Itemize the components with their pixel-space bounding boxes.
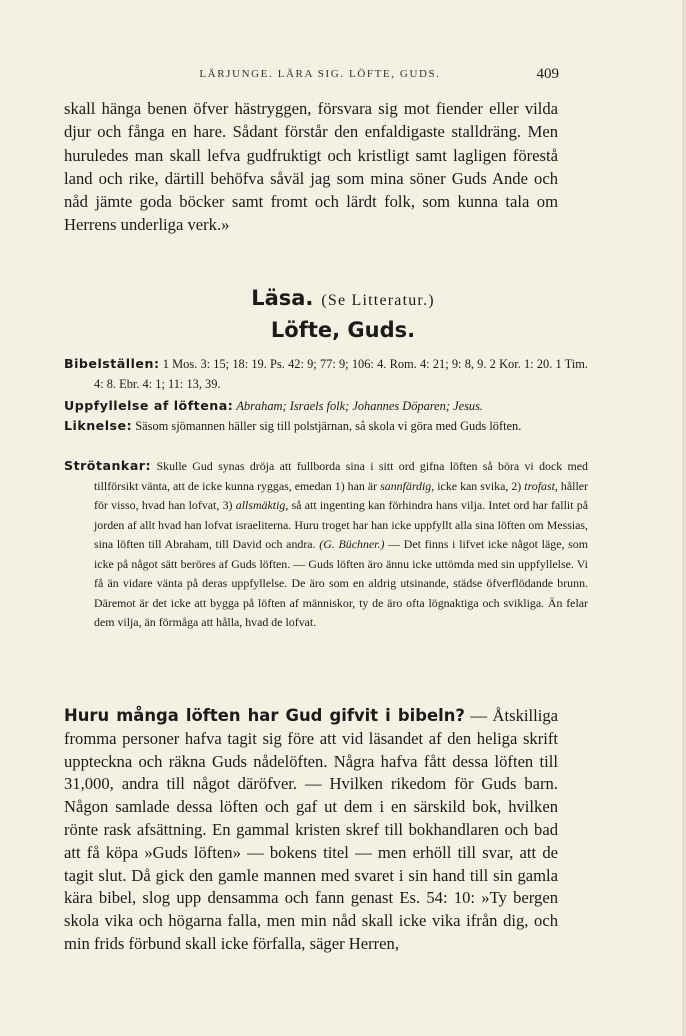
- bibelstallen-section: [64, 354, 588, 394]
- attribute-trofast: trofast,: [524, 478, 558, 493]
- cross-reference: (Se Litteratur.): [321, 292, 435, 309]
- uppfyllelse-item: Jesus.: [453, 399, 484, 413]
- liknelse-text: Säsom sjömannen häller sig till polstjärnan, så skola vi göra med Guds löften.: [135, 419, 522, 433]
- page-header: [0, 66, 686, 86]
- strotankar-text: Skulle Gud synas dröja att fullborda sina i sitt ord gifna löften så böra vi dock med tillförsikt vänta, att de icke kunna ryggas, emedan 1) han är sannfärdig, icke kan svika, 2) trofast, håller för visso, hvad han lofvat, 3) allsmäktig, så att ingenting kan förhindra hans vilja. Intet ord har fallit på jorden af allt hvad han lofvat israeliterna. Huru troget har han icke uppfyllt alla sina löften om Messias, sina löften till Abraham, till David och andra. (G. Büchner.) — Det finns i lifvet icke något läge, som icke på något sätt beröres af Guds löften. — Guds löften äro ännu icke uttömda med sin uppfyllelse. Vi få än vidare vänta på deras uppfyllelse. De äro som en aldrig utsinande, städse öfverflödande brunn. Däremot är det icke att bygga på löften af människor, ty de äro ofta lögnaktiga och svikliga. Än felar dem vilja, än förmåga att hålla, hvad de lofvat.: [94, 459, 588, 629]
- entry-word-lasa: Läsa.: [251, 286, 314, 310]
- uppfyllelse-section: [64, 396, 558, 417]
- question-heading: Huru många löften har Gud gifvit i bibeln?: [64, 706, 465, 725]
- citation: (G. Büchner.): [319, 537, 385, 551]
- bibelstallen-label: Bibelställen:: [64, 356, 160, 371]
- uppfyllelse-item: Johannes Döparen;: [352, 399, 450, 413]
- page-number: 409: [536, 66, 559, 82]
- question-paragraph: [64, 705, 558, 956]
- intro-paragraph: skall hänga benen öfver hästryggen, försvara sig mot fiender eller vilda djur och fånga en hare. Sådant förstår den enfaldigaste stalldräng. Men huruledes man skall lefva gudfruktigt och kristligt samt lagligen förestå land och rike, därtill behöfva såväl jag som mina söner Guds Ande och nåd jämte goda böcker samt fromt och lärdt folk, som kunna tala om Herrens underliga verk.»: [64, 99, 558, 235]
- bibelstallen-text: 1 Mos. 3: 15; 18: 19. Ps. 42: 9; 77: 9; 106: 4. Rom. 4: 21; 9: 8, 9. 2 Kor. 1: 20. 1 Tim. 4: 8. Ebr. 4: 1; 11: 13, 39.: [94, 357, 588, 391]
- entry-heading-lofte: Löfte, Guds.: [270, 318, 416, 342]
- uppfyllelse-item: Israels folk;: [289, 399, 350, 413]
- page-edge: [682, 0, 686, 1036]
- entry-heading-lasa: [0, 286, 686, 310]
- liknelse-label: Liknelse:: [64, 418, 133, 433]
- liknelse-section: [64, 416, 588, 437]
- attribute-sannfardig: sannfärdig,: [380, 478, 435, 493]
- question-text: — Åtskilliga fromma personer hafva tagit sig före att vid läsandet af den heliga skrift uppteckna och räkna Guds nådelöften. Några hafva fått dessa löften till 31,000, andra till något däröfver. — Hvilken rikedom för Guds barn. Någon samlade dessa löften och gaf ut dem i en särskild bok, hvilken rönte rask afsättning. En gammal kristen skref till bokhandlaren och bad att få köpa »Guds löften» — bokens titel — men erhöll till svar, att de tagit slut. Då gick den gamle mannen med svaret i sin hand till sin gamla kära bibel, slog upp densamma och fann genast Es. 54: 10: »Ty bergen skola vika och högarna falla, men min nåd skall icke vika ifrån dig, och min frids förbund skall icke förfalla, säger Herren,: [64, 706, 558, 953]
- strotankar-section: [64, 456, 588, 633]
- strotankar-label: Strötankar:: [64, 458, 152, 473]
- uppfyllelse-item: Abraham;: [236, 399, 287, 413]
- running-title: LÄRJUNGE. LÄRA SIG. LÖFTE, GUDS.: [199, 68, 441, 80]
- attribute-allsmaktig: allsmäktig,: [235, 498, 289, 512]
- uppfyllelse-label: Uppfyllelse af löftena:: [64, 398, 234, 413]
